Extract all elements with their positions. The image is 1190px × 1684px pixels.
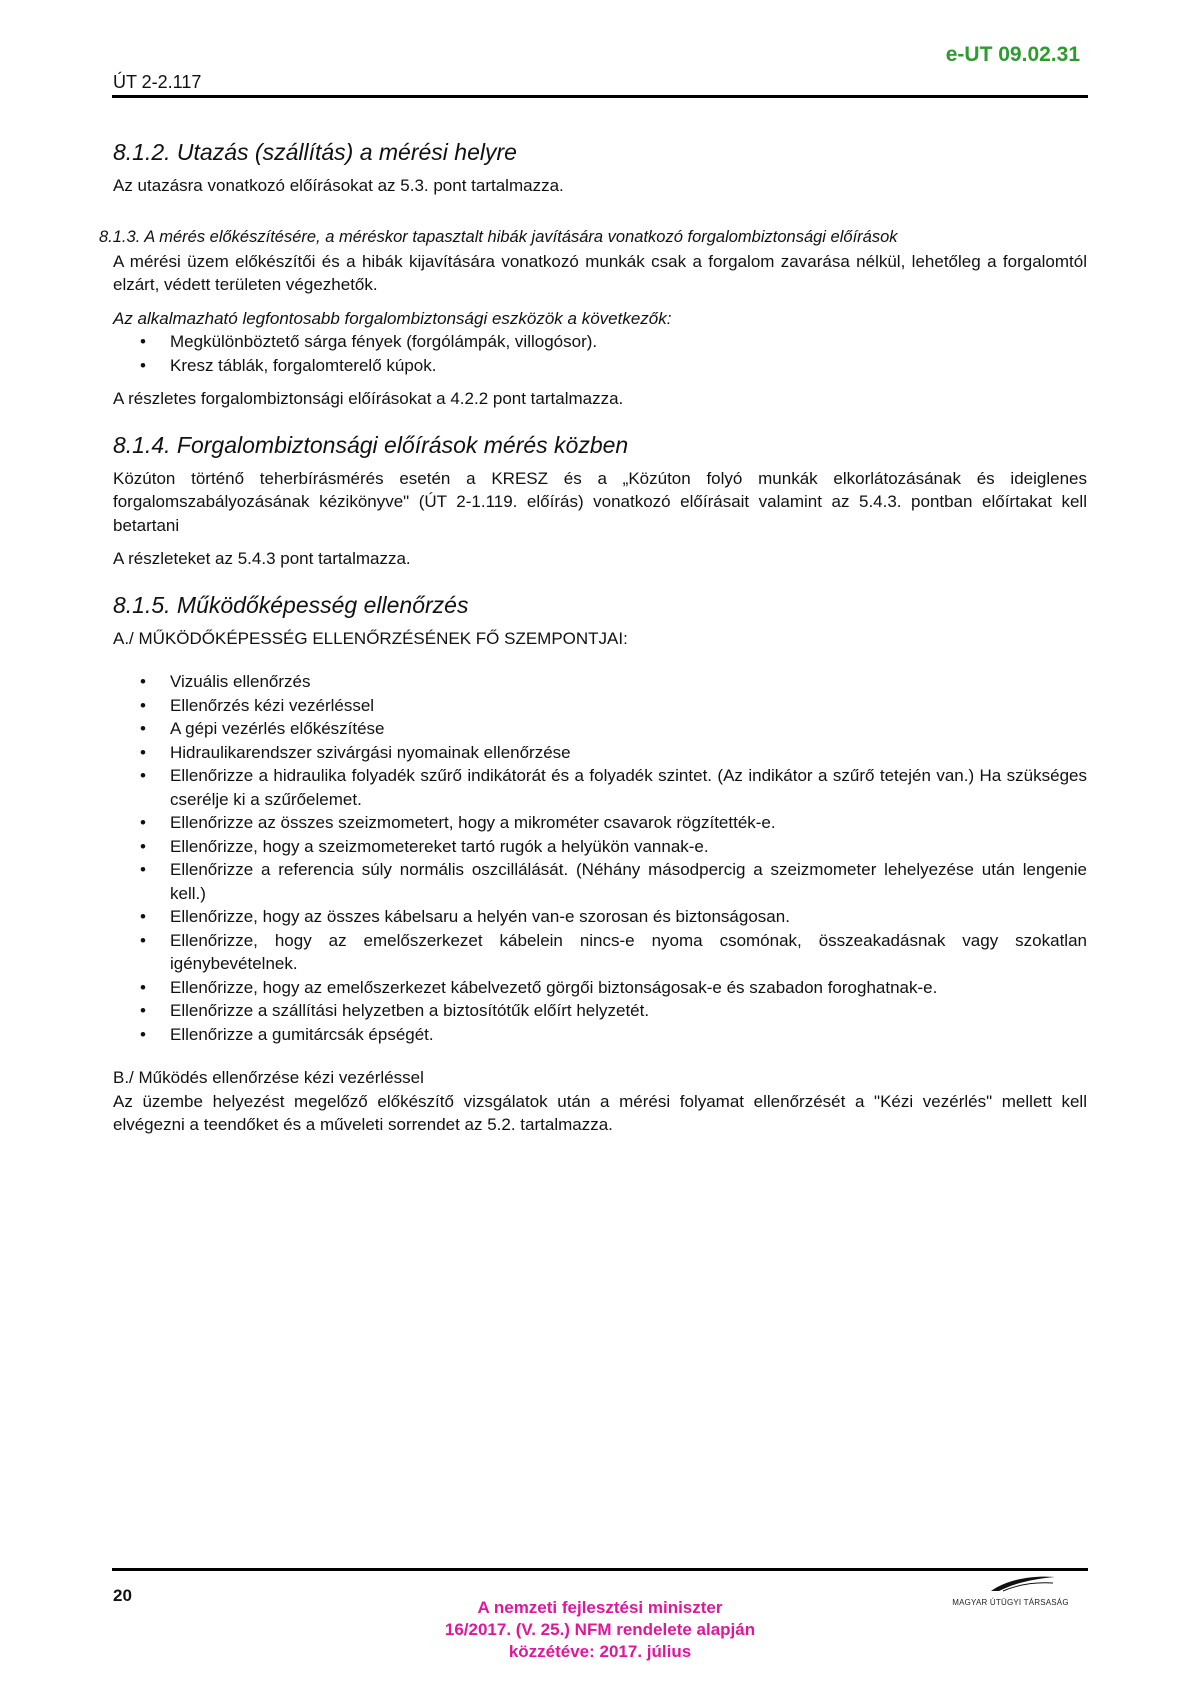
list-item: • Hidraulikarendszer szivárgási nyomainak ellenőrzése (170, 741, 1087, 765)
list-item: • Ellenőrizze a referencia súly normális oszcillálását. (Néhány másodpercig a szeizmometer lehelyezése után lengenie kell.) (170, 858, 1087, 905)
publication-note-line: közzétéve: 2017. július (508, 1642, 692, 1661)
header-divider (112, 95, 1088, 98)
list-item: • Ellenőrzés kézi vezérléssel (170, 694, 1087, 718)
standard-number: ÚT 2-2.117 (113, 72, 202, 92)
document-code: e-UT 09.02.31 (945, 43, 1080, 66)
subsection-b-heading: B./ Működés ellenőrzése kézi vezérléssel (113, 1068, 424, 1087)
subsection-a-heading: A./ MŰKÖDŐKÉPESSÉG ELLENŐRZÉSÉNEK FŐ SZEMPONTJAI: (113, 628, 628, 648)
list-item: • Vizuális ellenőrzés (170, 670, 1087, 694)
subsection-b-text: Az üzembe helyezést megelőző előkészítő vizsgálatok után a mérési folyamat ellenőrzését a "Kézi vezérlés" mellett kell elvégezni a teendőket és a műveleti sorrendet az 5.2. tartalmazza. (113, 1091, 1087, 1134)
list-item: • Ellenőrizze az összes szeizmometert, hogy a mikrométer csavarok rögzítették-e. (170, 811, 1087, 835)
list-item: • Kresz táblák, forgalomterelő kúpok. (170, 354, 1087, 378)
section-8-1-3-text: A mérési üzem előkészítői és a hibák kijavítására vonatkozó munkák csak a forgalom zavarása nélkül, lehetőleg a forgalomtól elzárt, védett területen végezhetők. (113, 251, 1087, 294)
list-item: • Ellenőrizze, hogy az emelőszerkezet kábelein nincs-e nyoma csomónak, összeakadásnak vagy szokatlan igénybevételnek. (170, 929, 1087, 976)
section-8-1-4-text: Közúton történő teherbírásmérés esetén a KRESZ és a „Közúton folyó munkák elkorlátozásának és ideiglenes forgalomszabályozásának kézikönyve" (ÚT 2-1.119. előírás) vonatkozó előírásait valamint az 5.4.3. pontban előírtakat kell betartani (113, 468, 1087, 535)
tools-heading: Az alkalmazható legfontosabb forgalombiztonsági eszközök a következők: (113, 308, 672, 328)
section-8-1-2-text: Az utazásra vonatkozó előírásokat az 5.3. pont tartalmazza. (113, 176, 564, 195)
list-item: • Ellenőrizze, hogy a szeizmometereket tartó rugók a helyükön vannak-e. (170, 835, 1087, 859)
society-logo (933, 1567, 1088, 1607)
logo-text: MAGYAR ÚTÜGYI TÁRSASÁG (952, 1598, 1069, 1607)
list-item: • Ellenőrizze a szállítási helyzetben a biztosítótűk előírt helyzetét. (170, 999, 1087, 1023)
list-item: • Ellenőrizze a hidraulika folyadék szűrő indikátorát és a folyadék szintet. (Az indikátor a szűrő tetején van.) Ha szükséges cserélje ki a szűrőelemet. (170, 764, 1087, 811)
section-8-1-4-reference: A részleteket az 5.4.3 pont tartalmazza. (113, 549, 411, 568)
section-8-1-2-title: 8.1.2. Utazás (szállítás) a mérési helyre (113, 139, 517, 165)
page-number: 20 (113, 1586, 132, 1605)
publication-note-line: 16/2017. (V. 25.) NFM rendelete alapján (444, 1620, 756, 1639)
section-8-1-5-title: 8.1.5. Működőképesség ellenőrzés (113, 591, 469, 618)
list-item: • Ellenőrizze a gumitárcsák épségét. (170, 1023, 1087, 1047)
section-8-1-4-title: 8.1.4. Forgalombiztonsági előírások mérés közben (113, 431, 629, 458)
list-item: • A gépi vezérlés előkészítése (170, 717, 1087, 741)
section-8-1-3-reference: A részletes forgalombiztonsági előírásokat a 4.2.2 pont tartalmazza. (113, 389, 624, 408)
section-8-1-3-title: 8.1.3. A mérés előkészítésére, a méréskor tapasztalt hibák javítására vonatkozó forgalombiztonsági előírások (99, 227, 898, 246)
publication-note-line: A nemzeti fejlesztési miniszter (477, 1598, 723, 1617)
list-item: • Ellenőrizze, hogy az összes kábelsaru a helyén van-e szorosan és biztonságosan. (170, 905, 1087, 929)
check-list (113, 670, 1087, 1046)
list-item: • Ellenőrizze, hogy az emelőszerkezet kábelvezető görgői biztonságosak-e és szabadon foroghatnak-e. (170, 976, 1087, 1000)
page-content (99, 138, 1087, 1137)
list-item: • Megkülönböztető sárga fények (forgólámpák, villogósor). (170, 330, 1087, 354)
tools-list (113, 330, 1087, 377)
